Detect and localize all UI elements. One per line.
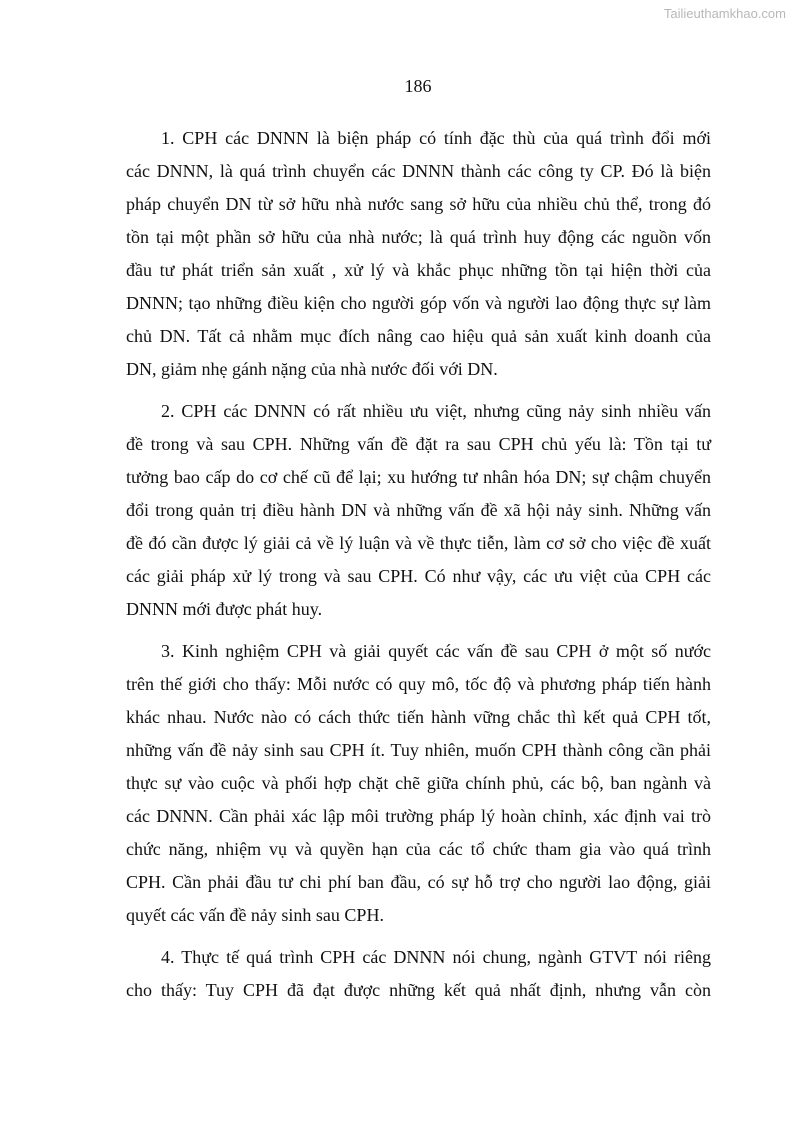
- text-line: pháp chuyển DN từ sở hữu nhà nước sang sở hữu của nhiều chủ thể, trong đó: [126, 194, 711, 214]
- paragraph-1: [126, 122, 711, 386]
- text-line: CPH. Cần phải đầu tư chi phí ban đầu, có sự hỗ trợ cho người lao động, giải: [126, 872, 711, 892]
- text-line: 1. CPH các DNNN là biện pháp có tính đặc thù của quá trình đổi mới: [161, 128, 711, 148]
- text-line: đổi trong quản trị điều hành DN và những vấn đề xã hội nảy sinh. Những vấn: [126, 500, 711, 520]
- text-line: 2. CPH các DNNN có rất nhiều ưu việt, nhưng cũng nảy sinh nhiều vấn: [161, 401, 711, 421]
- text-line: các DNNN. Cần phải xác lập môi trường pháp lý hoàn chỉnh, xác định vai trò: [126, 806, 711, 826]
- text-line: trên thế giới cho thấy: Mỗi nước có quy mô, tốc độ và phương pháp tiến hành: [126, 674, 711, 694]
- text-line: chức năng, nhiệm vụ và quyền hạn của các tổ chức tham gia vào quá trình: [126, 839, 711, 859]
- text-line: DN, giảm nhẹ gánh nặng của nhà nước đối với DN.: [126, 359, 498, 379]
- text-line: DNNN mới được phát huy.: [126, 599, 323, 619]
- text-line: tưởng bao cấp do cơ chế cũ để lại; xu hướng tư nhân hóa DN; sự chậm chuyển: [126, 467, 711, 487]
- paragraph-4: [126, 941, 711, 1007]
- text-line: tồn tại một phần sở hữu của nhà nước; là quá trình huy động các nguồn vốn: [126, 227, 711, 247]
- text-line: các giải pháp xử lý trong và sau CPH. Có như vậy, các ưu việt của CPH các: [126, 566, 711, 586]
- text-line: thực sự vào cuộc và phối hợp chặt chẽ giữa chính phủ, các bộ, ban ngành và: [126, 773, 711, 793]
- text-line: đề trong và sau CPH. Những vấn đề đặt ra sau CPH chủ yếu là: Tồn tại tư: [126, 434, 711, 454]
- paragraph-3: [126, 635, 711, 932]
- text-line: những vấn đề nảy sinh sau CPH ít. Tuy nhiên, muốn CPH thành công cần phải: [126, 740, 711, 760]
- watermark: Tailieuthamkhao.com: [663, 6, 786, 21]
- text-line: 3. Kinh nghiệm CPH và giải quyết các vấn đề sau CPH ở một số nước: [161, 641, 711, 661]
- text-line: DNNN; tạo những điều kiện cho người góp vốn và người lao động thực sự làm: [126, 293, 711, 313]
- text-line: cho thấy: Tuy CPH đã đạt được những kết quả nhất định, nhưng vẫn còn: [126, 980, 711, 1000]
- body-text: [126, 122, 711, 1016]
- text-line: các DNNN, là quá trình chuyển các DNNN thành các công ty CP. Đó là biện: [126, 161, 711, 181]
- text-line: đầu tư phát triển sản xuất , xử lý và khắc phục những tồn tại hiện thời của: [126, 260, 711, 280]
- text-line: đề đó cần được lý giải cả về lý luận và về thực tiễn, làm cơ sở cho việc đề xuất: [126, 533, 711, 553]
- text-line: chủ DN. Tất cả nhằm mục đích nâng cao hiệu quả sản xuất kinh doanh của: [126, 326, 711, 346]
- text-line: quyết các vấn đề nảy sinh sau CPH.: [126, 905, 384, 925]
- text-line: khác nhau. Nước nào có cách thức tiến hành vững chắc thì kết quả CPH tốt,: [126, 707, 711, 727]
- page-number: 186: [404, 76, 432, 96]
- paragraph-2: [126, 395, 711, 626]
- text-line: 4. Thực tế quá trình CPH các DNNN nói chung, ngành GTVT nói riêng: [161, 947, 711, 967]
